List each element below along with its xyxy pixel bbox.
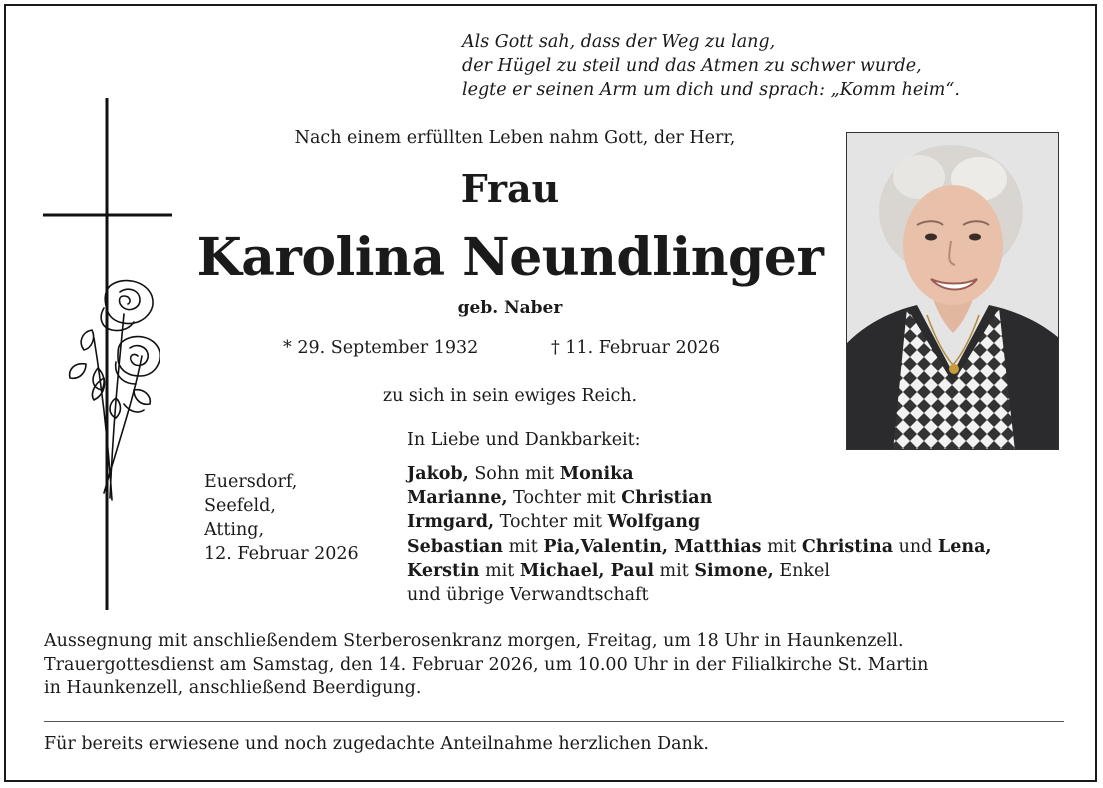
rose-icon — [64, 278, 160, 502]
mourner-name: Christina — [801, 536, 894, 557]
mourner-name: Sebastian — [407, 536, 503, 557]
mourner-name: Simone, — [694, 560, 774, 581]
relation-text: Enkel — [773, 560, 830, 581]
place-line: Euersdorf, — [204, 472, 298, 492]
poem — [462, 30, 960, 102]
mourner-name: Jakob, — [407, 464, 469, 484]
portrait-image — [847, 133, 1059, 450]
relation-text: Tochter mit — [507, 488, 622, 509]
relation-text: Sohn mit — [468, 464, 560, 484]
poem-line: legte er seinen Arm um dich und sprach: „Komm heim“. — [462, 80, 960, 100]
divider — [44, 721, 1064, 722]
portrait-photo — [846, 132, 1059, 450]
place-line: Atting, — [204, 520, 265, 540]
relation-text: mit — [761, 536, 802, 557]
date-line: 12. Februar 2026 — [204, 544, 359, 564]
places-date — [204, 470, 359, 566]
mourners-list — [407, 462, 992, 607]
mourner-name: Valentin, Matthias — [580, 536, 762, 557]
deceased-name: Karolina Neundlinger — [196, 227, 824, 288]
mourner-name: Pia, — [543, 536, 581, 557]
intro-text: Nach einem erfüllten Leben nahm Gott, der Herr, — [294, 128, 736, 148]
maiden-name: geb. Naber — [457, 298, 563, 318]
mourner-line — [407, 462, 992, 486]
poem-line: der Hügel zu steil und das Atmen zu schwer wurde, — [462, 56, 922, 76]
service-line: in Haunkenzell, anschließend Beerdigung. — [44, 678, 422, 698]
mourner-name: Christian — [621, 488, 713, 509]
mourner-line — [407, 510, 992, 534]
service-line: Trauergottesdienst am Samstag, den 14. Februar 2026, um 10.00 Uhr in der Filialkirche St. Martin — [44, 654, 929, 675]
relation-text: mit — [479, 560, 520, 581]
mourner-line — [407, 486, 992, 510]
service-line: Aussegnung mit anschließendem Sterberosenkranz morgen, Freitag, um 18 Uhr in Haunkenzell. — [44, 631, 904, 651]
mourner-line: und übrige Verwandtschaft — [407, 585, 649, 606]
death-date: † 11. Februar 2026 — [551, 338, 720, 358]
relation-text: Tochter mit — [494, 512, 608, 533]
mourners-intro: In Liebe und Dankbarkeit: — [407, 430, 641, 450]
salutation: Frau — [460, 166, 560, 211]
relation-text: und — [893, 536, 938, 557]
poem-line: Als Gott sah, dass der Weg zu lang, — [462, 32, 776, 52]
mourner-name: Marianne, — [407, 488, 508, 509]
mourner-name: Lena, — [937, 536, 992, 557]
relation-text: mit — [503, 536, 544, 557]
mourner-line — [407, 559, 992, 583]
service-notice — [44, 630, 1064, 701]
mourner-name: Irmgard, — [407, 512, 495, 533]
mourner-name: Michael, Paul — [519, 560, 654, 581]
mourner-name: Kerstin — [407, 560, 480, 581]
mourner-name: Monika — [559, 464, 634, 484]
relation-text: mit — [653, 560, 695, 581]
birth-date: * 29. September 1932 — [283, 338, 479, 358]
mourner-name: Wolfgang — [607, 512, 701, 533]
closing-text: zu sich in sein ewiges Reich. — [382, 386, 638, 406]
thanks-text: Für bereits erwiesene und noch zugedachte Anteilnahme herzlichen Dank. — [44, 734, 709, 754]
mourner-line — [407, 535, 992, 559]
place-line: Seefeld, — [204, 496, 276, 516]
